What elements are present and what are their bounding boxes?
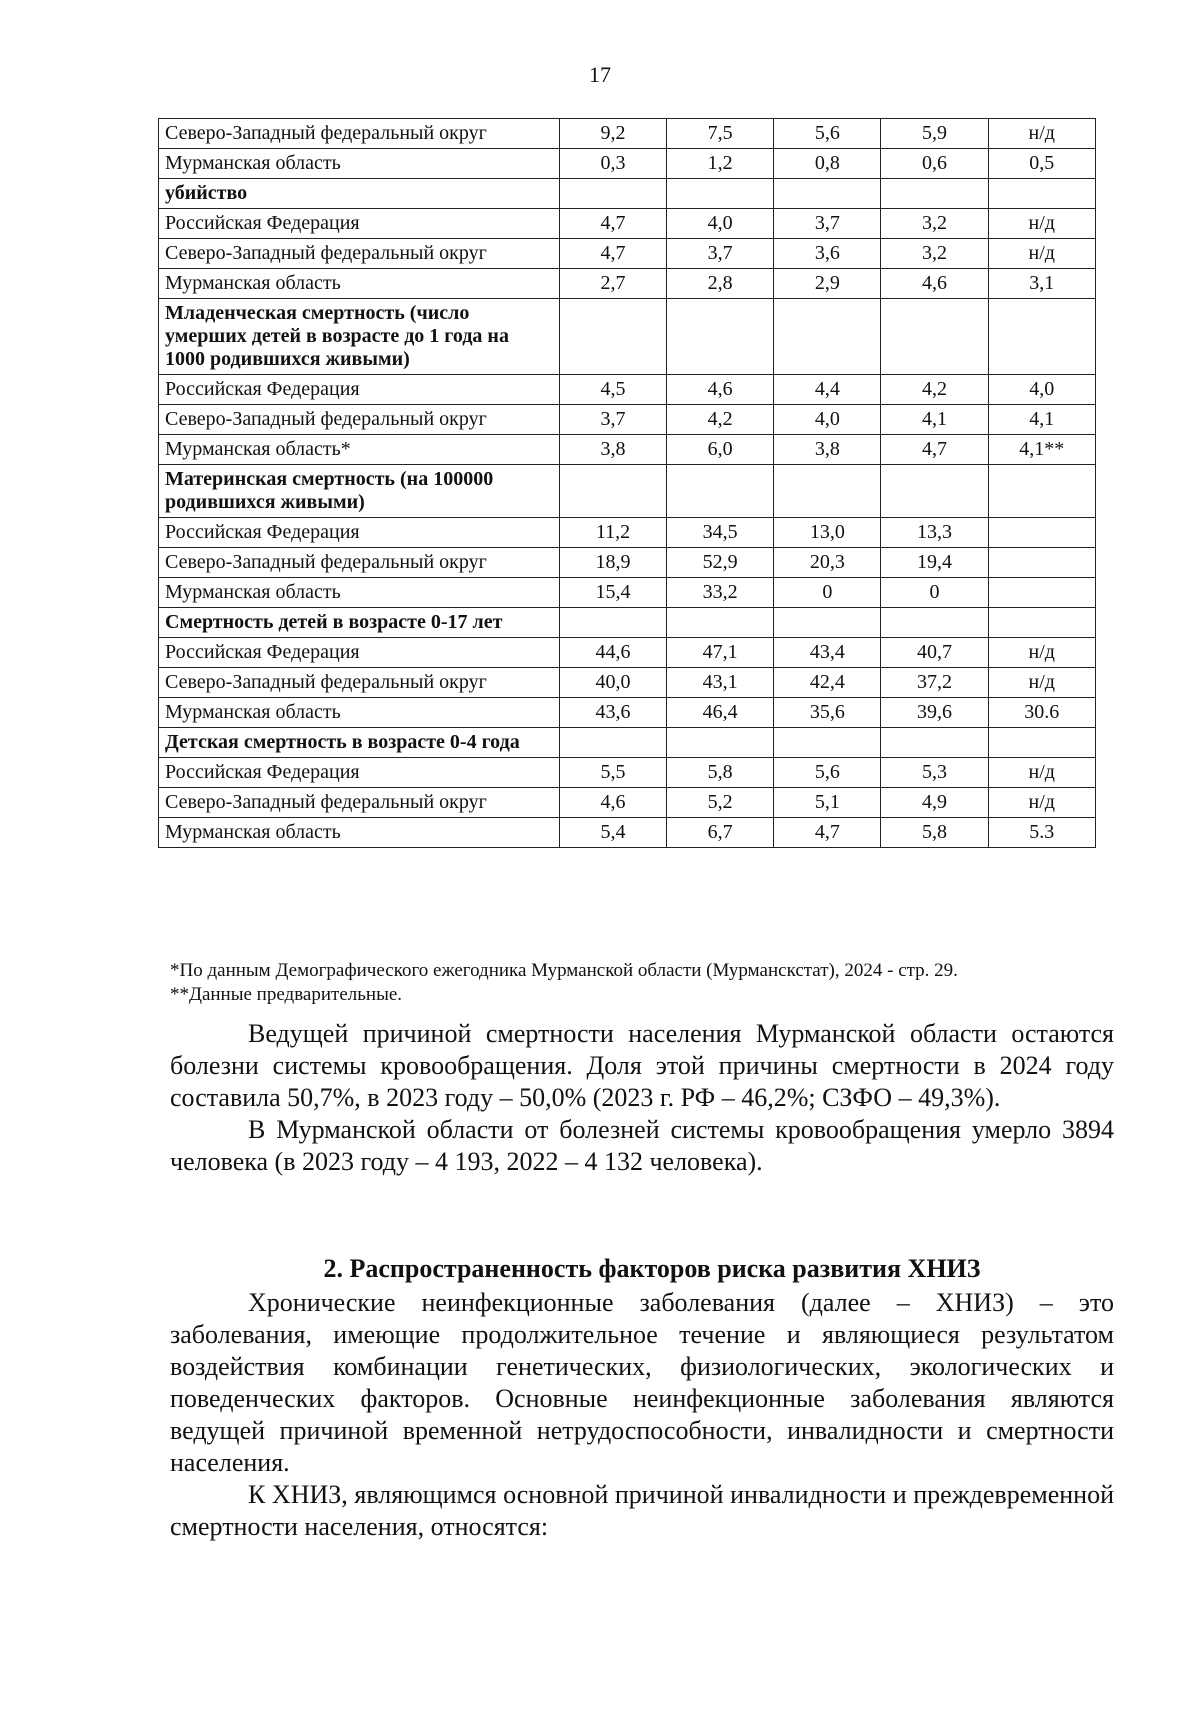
value-cell: 13,0 <box>774 518 881 548</box>
section-2-heading: 2. Распространенность факторов риска развития ХНИЗ <box>323 1254 981 1283</box>
value-cell: 35,6 <box>774 698 881 728</box>
value-cell <box>559 179 666 209</box>
value-cell: 43,6 <box>559 698 666 728</box>
value-cell: 4,0 <box>667 209 774 239</box>
value-cell: 0 <box>881 578 988 608</box>
value-cell: 4,0 <box>774 405 881 435</box>
value-cell <box>881 179 988 209</box>
value-cell <box>559 608 666 638</box>
value-cell: 3,8 <box>774 435 881 465</box>
value-cell <box>667 299 774 375</box>
value-cell: 33,2 <box>667 578 774 608</box>
value-cell: 0 <box>774 578 881 608</box>
region-cell: Российская Федерация <box>159 518 560 548</box>
value-cell: 4,7 <box>774 818 881 848</box>
value-cell <box>667 179 774 209</box>
value-cell: 4,0 <box>988 375 1095 405</box>
value-cell: 4,7 <box>881 435 988 465</box>
value-cell: 3,8 <box>559 435 666 465</box>
table-row <box>159 758 1096 788</box>
value-cell <box>774 608 881 638</box>
value-cell: 20,3 <box>774 548 881 578</box>
value-cell: 46,4 <box>667 698 774 728</box>
value-cell: 39,6 <box>881 698 988 728</box>
value-cell: 1,2 <box>667 149 774 179</box>
table-row <box>159 269 1096 299</box>
value-cell: 5,8 <box>667 758 774 788</box>
table-row <box>159 818 1096 848</box>
table-section-row <box>159 179 1096 209</box>
value-cell <box>988 465 1095 518</box>
value-cell <box>774 299 881 375</box>
value-cell: 19,4 <box>881 548 988 578</box>
value-cell <box>881 608 988 638</box>
value-cell: 4,7 <box>559 239 666 269</box>
value-cell: 9,2 <box>559 119 666 149</box>
table-row <box>159 668 1096 698</box>
value-cell <box>559 465 666 518</box>
value-cell: 4,2 <box>881 375 988 405</box>
region-cell: Северо-Западный федеральный округ <box>159 548 560 578</box>
value-cell <box>774 179 881 209</box>
value-cell: н/д <box>988 788 1095 818</box>
value-cell <box>559 299 666 375</box>
value-cell: 4,7 <box>559 209 666 239</box>
value-cell <box>881 728 988 758</box>
table-row <box>159 638 1096 668</box>
region-cell: Российская Федерация <box>159 758 560 788</box>
value-cell: 4,1** <box>988 435 1095 465</box>
mortality-table-body <box>159 119 1096 848</box>
value-cell: 5,2 <box>667 788 774 818</box>
section-title-cell: Младенческая смертность (число умерших детей в возрасте до 1 года на 1000 родившихся живыми) <box>159 299 560 375</box>
table-row <box>159 119 1096 149</box>
value-cell: 3,7 <box>559 405 666 435</box>
value-cell: 3,7 <box>667 239 774 269</box>
value-cell: 5,1 <box>774 788 881 818</box>
value-cell <box>988 299 1095 375</box>
value-cell <box>774 728 881 758</box>
value-cell: н/д <box>988 119 1095 149</box>
value-cell <box>667 728 774 758</box>
section-title-cell: Материнская смертность (на 100000 родившихся живыми) <box>159 465 560 518</box>
value-cell: 5.3 <box>988 818 1095 848</box>
region-cell: Северо-Западный федеральный округ <box>159 668 560 698</box>
value-cell: 34,5 <box>667 518 774 548</box>
region-cell: Северо-Западный федеральный округ <box>159 405 560 435</box>
paragraph-hniz-list-intro: К ХНИЗ, являющимся основной причиной инвалидности и преждевременной смертности населения, относятся: <box>170 1480 1114 1541</box>
mortality-table <box>158 118 1096 848</box>
value-cell: 3,7 <box>774 209 881 239</box>
value-cell: 5,4 <box>559 818 666 848</box>
value-cell: 37,2 <box>881 668 988 698</box>
region-cell: Российская Федерация <box>159 209 560 239</box>
region-cell: Российская Федерация <box>159 375 560 405</box>
value-cell: 6,7 <box>667 818 774 848</box>
page-number: 17 <box>589 62 611 87</box>
value-cell: 2,7 <box>559 269 666 299</box>
value-cell <box>667 465 774 518</box>
value-cell: н/д <box>988 638 1095 668</box>
value-cell <box>988 518 1095 548</box>
value-cell: 4,6 <box>559 788 666 818</box>
table-section-row <box>159 465 1096 518</box>
region-cell: Мурманская область <box>159 698 560 728</box>
value-cell: 13,3 <box>881 518 988 548</box>
table-row <box>159 578 1096 608</box>
table-row <box>159 548 1096 578</box>
value-cell: 18,9 <box>559 548 666 578</box>
value-cell <box>988 608 1095 638</box>
table-row <box>159 698 1096 728</box>
value-cell: 4,1 <box>988 405 1095 435</box>
value-cell: 30.6 <box>988 698 1095 728</box>
table-section-row <box>159 728 1096 758</box>
value-cell: 4,4 <box>774 375 881 405</box>
region-cell: Российская Федерация <box>159 638 560 668</box>
region-cell: Северо-Западный федеральный округ <box>159 788 560 818</box>
value-cell: н/д <box>988 758 1095 788</box>
value-cell: 3,2 <box>881 209 988 239</box>
value-cell: 40,7 <box>881 638 988 668</box>
value-cell: 0,3 <box>559 149 666 179</box>
value-cell: 0,6 <box>881 149 988 179</box>
value-cell: 5,9 <box>881 119 988 149</box>
region-cell: Мурманская область* <box>159 435 560 465</box>
value-cell: 4,2 <box>667 405 774 435</box>
table-row <box>159 209 1096 239</box>
value-cell: 47,1 <box>667 638 774 668</box>
footnote-source: *По данным Демографического ежегодника Мурманской области (Мурманскстат), 2024 - стр. 29. <box>170 960 958 981</box>
value-cell <box>774 465 881 518</box>
value-cell: 3,1 <box>988 269 1095 299</box>
value-cell <box>667 608 774 638</box>
table-row <box>159 405 1096 435</box>
section-title-cell: Детская смертность в возрасте 0-4 года <box>159 728 560 758</box>
value-cell: 2,9 <box>774 269 881 299</box>
value-cell: 3,6 <box>774 239 881 269</box>
circulatory-mortality-text <box>170 1018 1114 1178</box>
table-row <box>159 435 1096 465</box>
region-cell: Северо-Западный федеральный округ <box>159 119 560 149</box>
table-section-row <box>159 299 1096 375</box>
value-cell <box>988 548 1095 578</box>
paragraph-hniz-definition: Хронические неинфекционные заболевания (далее – ХНИЗ) – это заболевания, имеющие продолжительное течение и являющиеся результатом воздействия комбинации генетических, физиологических, экологических и поведенческих факторов. Основные неинфекционные заболевания являются ведущей причиной временной нетрудоспособности, инвалидности и смертности населения. <box>170 1288 1114 1477</box>
value-cell: 40,0 <box>559 668 666 698</box>
value-cell: 52,9 <box>667 548 774 578</box>
value-cell <box>988 578 1095 608</box>
value-cell <box>881 299 988 375</box>
table-row <box>159 375 1096 405</box>
value-cell: 43,4 <box>774 638 881 668</box>
value-cell: 5,6 <box>774 119 881 149</box>
value-cell: 3,2 <box>881 239 988 269</box>
value-cell <box>988 179 1095 209</box>
value-cell: 43,1 <box>667 668 774 698</box>
table-footnotes <box>170 959 1110 1007</box>
value-cell: 5,3 <box>881 758 988 788</box>
region-cell: Мурманская область <box>159 818 560 848</box>
region-cell: Северо-Западный федеральный округ <box>159 239 560 269</box>
value-cell: 0,5 <box>988 149 1095 179</box>
value-cell: 7,5 <box>667 119 774 149</box>
value-cell: 6,0 <box>667 435 774 465</box>
value-cell: 4,9 <box>881 788 988 818</box>
table-section-row <box>159 608 1096 638</box>
region-cell: Мурманская область <box>159 578 560 608</box>
value-cell: 5,8 <box>881 818 988 848</box>
value-cell: 4,1 <box>881 405 988 435</box>
value-cell <box>559 728 666 758</box>
value-cell: 11,2 <box>559 518 666 548</box>
footnote-preliminary: **Данные предварительные. <box>170 984 403 1005</box>
value-cell: 5,6 <box>774 758 881 788</box>
paragraph-leading-cause: Ведущей причиной смертности населения Мурманской области остаются болезни системы кровообращения. Доля этой причины смертности в 2024 году составила 50,7%, в 2023 году – 50,0% (2023 г. РФ – 46,2%; СЗФО – 49,3%). <box>170 1019 1114 1112</box>
section-2 <box>170 1253 1114 1543</box>
value-cell: 44,6 <box>559 638 666 668</box>
region-cell: Мурманская область <box>159 149 560 179</box>
value-cell: 4,6 <box>881 269 988 299</box>
value-cell <box>881 465 988 518</box>
value-cell: 42,4 <box>774 668 881 698</box>
value-cell: 4,6 <box>667 375 774 405</box>
value-cell: н/д <box>988 239 1095 269</box>
section-title-cell: убийство <box>159 179 560 209</box>
value-cell: 5,5 <box>559 758 666 788</box>
table-row <box>159 518 1096 548</box>
value-cell: н/д <box>988 668 1095 698</box>
value-cell: 15,4 <box>559 578 666 608</box>
table-row <box>159 788 1096 818</box>
section-title-cell: Смертность детей в возрасте 0-17 лет <box>159 608 560 638</box>
table-row <box>159 149 1096 179</box>
paragraph-deaths-count: В Мурманской области от болезней системы кровообращения умерло 3894 человека (в 2023 году – 4 193, 2022 – 4 132 человека). <box>170 1115 1114 1176</box>
value-cell <box>988 728 1095 758</box>
value-cell: 2,8 <box>667 269 774 299</box>
region-cell: Мурманская область <box>159 269 560 299</box>
table-row <box>159 239 1096 269</box>
value-cell: 4,5 <box>559 375 666 405</box>
value-cell: 0,8 <box>774 149 881 179</box>
value-cell: н/д <box>988 209 1095 239</box>
